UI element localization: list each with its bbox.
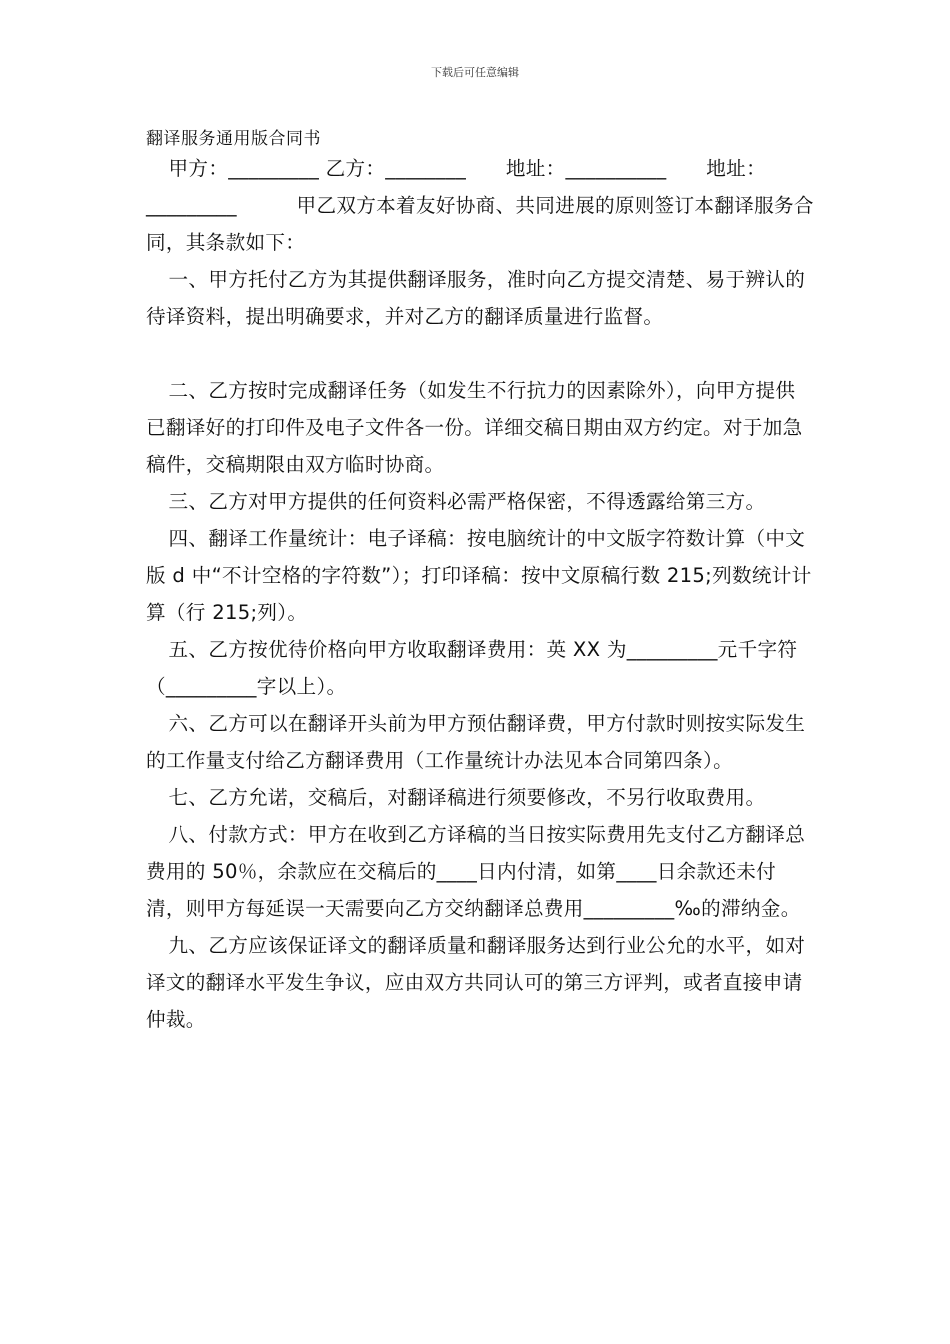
page-header-note: 下载后可任意编辑 (431, 66, 519, 79)
parties-line: 甲方：_________ 乙方：________ 地址：__________ 地址：_________ 甲乙双方本着友好协商、共同进展的原则签订本翻译服务合同，其条款如下： (146, 157, 814, 254)
contract-body (146, 150, 814, 1038)
clause-5: 五、乙方按优待价格向甲方收取翻译费用：英 XX 为_________元千字符（_________字以上）。 (146, 638, 798, 698)
clause-4: 四、翻译工作量统计：电子译稿：按电脑统计的中文版字符数计算（中文版 d 中“不计空格的字符数”）；打印译稿：按中文原稿行数 215;列数统计计算（行 215;列）。 (146, 527, 812, 624)
clause-3: 三、乙方对甲方提供的任何资料必需严格保密，不得透露给第三方。 (168, 490, 766, 513)
clause-8: 八、付款方式：甲方在收到乙方译稿的当日按实际费用先支付乙方翻译总费用的 50％，余款应在交稿后的____日内付清，如第____日余款还未付清，则甲方每延误一天需要向乙方交纳翻译总费用_________‰的滞纳金。 (146, 823, 806, 920)
clause-2: 二、乙方按时完成翻译任务（如发生不行抗力的因素除外），向甲方提供已翻译好的打印件及电子文件各一份。详细交稿日期由双方约定。对于加急稿件，交稿期限由双方临时协商。 (146, 379, 803, 476)
document-title: 翻译服务通用版合同书 (146, 129, 321, 149)
clause-7: 七、乙方允诺，交稿后，对翻译稿进行须要修改，不另行收取费用。 (168, 786, 766, 809)
clause-9: 九、乙方应该保证译文的翻译质量和翻译服务达到行业公允的水平，如对译文的翻译水平发生争议，应由双方共同认可的第三方评判，或者直接申请仲裁。 (146, 934, 806, 1031)
clause-1: 一、甲方托付乙方为其提供翻译服务，准时向乙方提交清楚、易于辨认的待译资料，提出明确要求，并对乙方的翻译质量进行监督。 (146, 268, 806, 328)
clause-6: 六、乙方可以在翻译开头前为甲方预估翻译费，甲方付款时则按实际发生的工作量支付给乙方翻译费用（工作量统计办法见本合同第四条）。 (146, 712, 806, 772)
